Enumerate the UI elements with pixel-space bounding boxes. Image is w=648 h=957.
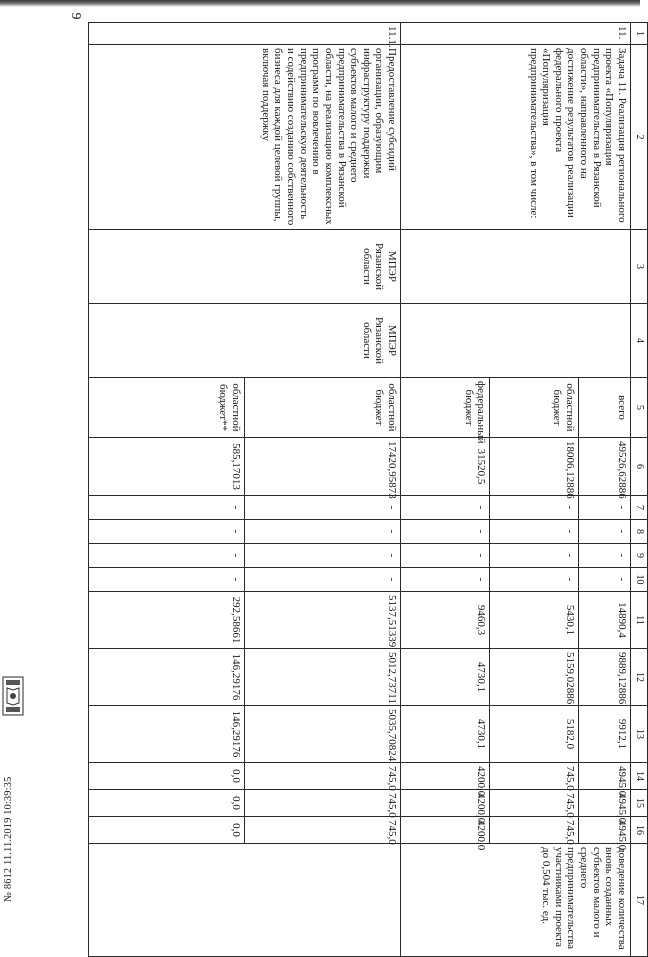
year-value: -: [401, 496, 490, 520]
year-value: 146,29176: [89, 649, 245, 706]
participant-cell: [401, 304, 631, 378]
year-value: 4730,1: [401, 649, 490, 706]
funding-source: федеральный бюджет: [401, 378, 490, 438]
scan-edge: [0, 0, 640, 7]
year-value: 14890,4: [579, 592, 631, 649]
column-header: 9: [631, 544, 648, 568]
year-value: -: [401, 544, 490, 568]
header-row: [631, 23, 648, 957]
year-value: -: [245, 496, 401, 520]
column-header: 2: [631, 45, 648, 230]
row-code: 11.: [401, 23, 631, 45]
year-value: -: [579, 568, 631, 592]
year-value: 146,29176: [89, 706, 245, 763]
year-value: 0,0: [89, 763, 245, 790]
year-value: 9912,1: [579, 706, 631, 763]
task-description: Предоставление субсидий организации, образующим инфраструктуру поддержки субъектов малого и среднего предпринимательства в Рязанской области, на реализацию комплексных программ по вовлечению в предпринимательскую деятельность и содействию созданию собственного бизнеса для каждой целевой группы, включая поддержку: [89, 45, 401, 230]
year-value: -: [579, 544, 631, 568]
executor-cell: МПЭР Рязанской области: [89, 230, 401, 304]
year-value: 5012,73711: [245, 649, 401, 706]
participant-cell: МПЭР Рязанской области: [89, 304, 401, 378]
column-header: 8: [631, 520, 648, 544]
year-value: -: [490, 520, 579, 544]
column-header: 17: [631, 844, 648, 957]
expected-result: доведение количества вновь созданных субъектов малого и среднего предпринимательства участниками проекта до 0,504 тыс. ед.: [401, 844, 631, 957]
year-value: 4945,0: [579, 790, 631, 817]
year-value: -: [579, 520, 631, 544]
year-value: -: [245, 568, 401, 592]
year-value: 745,0: [245, 763, 401, 790]
total-value: 585,17013: [89, 438, 245, 496]
year-value: -: [245, 544, 401, 568]
year-value: -: [490, 496, 579, 520]
column-header: 12: [631, 649, 648, 706]
expected-result: [89, 844, 401, 957]
column-header: 3: [631, 230, 648, 304]
year-value: -: [245, 520, 401, 544]
year-value: 745,0: [245, 790, 401, 817]
year-value: -: [490, 544, 579, 568]
year-value: -: [401, 520, 490, 544]
column-header: 10: [631, 568, 648, 592]
total-value: 31520,5: [401, 438, 490, 496]
column-header: 1: [631, 23, 648, 45]
column-header: 4: [631, 304, 648, 378]
row-code: 11.1.: [89, 23, 401, 45]
column-header: 6: [631, 438, 648, 496]
year-value: 745,0: [490, 763, 579, 790]
year-value: 9460,3: [401, 592, 490, 649]
year-value: -: [89, 496, 245, 520]
year-value: 4945,0: [579, 763, 631, 790]
year-value: 4200,0: [401, 790, 490, 817]
column-header: 16: [631, 817, 648, 844]
funding-source: областной бюджет**: [89, 378, 245, 438]
total-value: 49526,62886: [579, 438, 631, 496]
year-value: -: [89, 568, 245, 592]
column-header: 7: [631, 496, 648, 520]
year-value: 0,0: [89, 790, 245, 817]
page-number: 9: [68, 12, 83, 20]
year-value: -: [89, 544, 245, 568]
executor-cell: [401, 230, 631, 304]
column-header: 15: [631, 790, 648, 817]
funding-source: всего: [579, 378, 631, 438]
year-value: 5035,70824: [245, 706, 401, 763]
table-row: [245, 23, 401, 957]
funding-source: областной бюджет: [245, 378, 401, 438]
column-header: 14: [631, 763, 648, 790]
year-value: 4730,1: [401, 706, 490, 763]
column-header: 13: [631, 706, 648, 763]
year-value: -: [401, 568, 490, 592]
year-value: 5182,0: [490, 706, 579, 763]
year-value: 745,0: [490, 817, 579, 844]
year-value: 4200,0: [401, 817, 490, 844]
registry-emblem-icon: [2, 676, 24, 716]
year-value: -: [490, 568, 579, 592]
total-value: 18006,12886: [490, 438, 579, 496]
column-header: 5: [631, 378, 648, 438]
year-value: -: [579, 496, 631, 520]
year-value: -: [89, 520, 245, 544]
year-value: 5430,1: [490, 592, 579, 649]
column-header: 11: [631, 592, 648, 649]
year-value: 745,0: [490, 790, 579, 817]
total-value: 17420,95873: [245, 438, 401, 496]
year-value: 745,0: [245, 817, 401, 844]
year-value: 4200,0: [401, 763, 490, 790]
year-value: 4945,0: [579, 817, 631, 844]
landscape-sheet: [88, 22, 648, 950]
year-value: 9889,12886: [579, 649, 631, 706]
registry-stamp: № 8612 11.11.2019 10:39:35: [3, 776, 14, 902]
year-value: 5137,51339: [245, 592, 401, 649]
task-description: Задача 11. Реализация регионального проекта «Популяризация предпринимательства в Рязанской области», направленного на достижение результатов реализации федерального проекта «Популяризация предпринимательства», в том числе:: [401, 45, 631, 230]
table-row: [579, 23, 631, 957]
funding-source: областной бюджет: [490, 378, 579, 438]
year-value: 5159,02886: [490, 649, 579, 706]
budget-table: [88, 22, 648, 957]
year-value: 0,0: [89, 817, 245, 844]
year-value: 292,58661: [89, 592, 245, 649]
